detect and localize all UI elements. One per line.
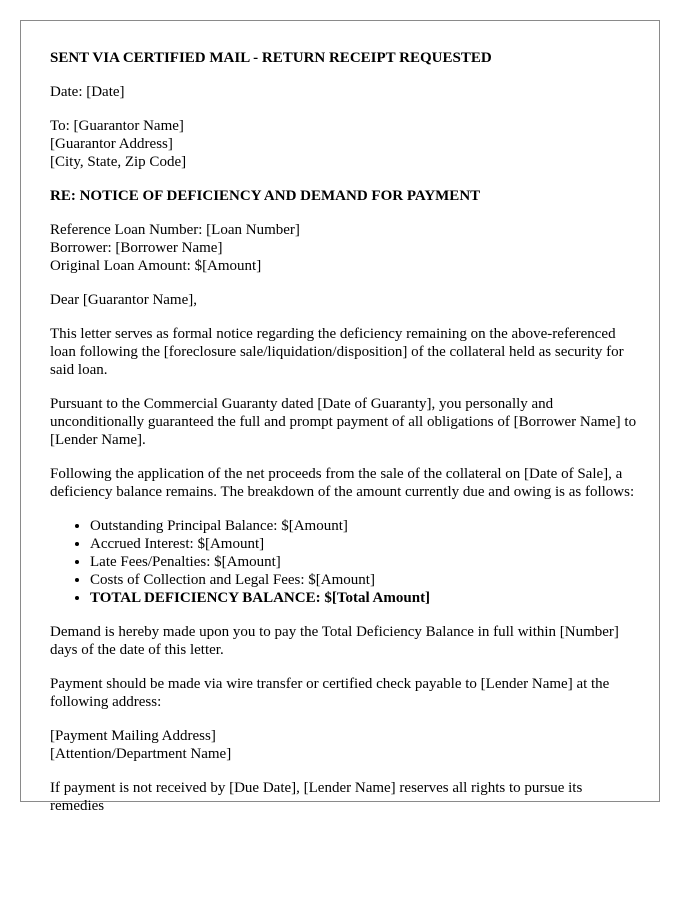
- recipient-name: To: [Guarantor Name]: [50, 118, 184, 134]
- breakdown-item-late-fees: • Late Fees/Penalties: $[Amount]: [90, 553, 640, 571]
- deficiency-breakdown-list: [50, 517, 640, 607]
- salutation: Dear [Guarantor Name],: [50, 292, 198, 308]
- recipient-block: [50, 117, 640, 171]
- original-loan-amount: Original Loan Amount: $[Amount]: [50, 258, 262, 274]
- letter-page: [20, 20, 660, 814]
- subject-line: RE: NOTICE OF DEFICIENCY AND DEMAND FOR PAYMENT: [50, 188, 481, 204]
- delivery-notice: SENT VIA CERTIFIED MAIL - RETURN RECEIPT REQUESTED: [50, 50, 492, 66]
- loan-info-block: [50, 221, 640, 275]
- paragraph-payment-method: Payment should be made via wire transfer or certified check payable to [Lender Name] at the following address:: [50, 676, 610, 710]
- paragraph-notice: This letter serves as formal notice regarding the deficiency remaining on the above-referenced loan following the [foreclosure sale/liquidation/disposition] of the collateral held as security for said loan.: [50, 326, 624, 378]
- paragraph-guaranty: Pursuant to the Commercial Guaranty dated [Date of Guaranty], you personally and unconditionally guaranteed the full and prompt payment of all obligations of [Borrower Name] to [Lender Name].: [50, 396, 637, 448]
- loan-number: Reference Loan Number: [Loan Number]: [50, 222, 300, 238]
- paragraph-remedies: If payment is not received by [Due Date], [Lender Name] reserves all rights to pursue its remedies: [50, 780, 583, 814]
- breakdown-item-collection-costs: • Costs of Collection and Legal Fees: $[Amount]: [90, 571, 640, 589]
- recipient-city-state-zip: [City, State, Zip Code]: [50, 154, 187, 170]
- paragraph-demand: Demand is hereby made upon you to pay the Total Deficiency Balance in full within [Number] days of the date of this letter.: [50, 624, 619, 658]
- payment-address-block: [50, 727, 640, 763]
- breakdown-item-interest: • Accrued Interest: $[Amount]: [90, 535, 640, 553]
- date-line: Date: [Date]: [50, 84, 125, 100]
- breakdown-item-total: • TOTAL DEFICIENCY BALANCE: $[Total Amount]: [90, 589, 640, 607]
- letter-body: [50, 49, 640, 831]
- breakdown-item-principal: • Outstanding Principal Balance: $[Amount]: [90, 517, 640, 535]
- payment-mailing-address: [Payment Mailing Address]: [50, 728, 216, 744]
- recipient-address: [Guarantor Address]: [50, 136, 173, 152]
- payment-attention-line: [Attention/Department Name]: [50, 746, 232, 762]
- paragraph-deficiency: Following the application of the net proceeds from the sale of the collateral on [Date of Sale], a deficiency balance remains. The breakdown of the amount currently due and owing is as follows:: [50, 466, 635, 500]
- borrower-name: Borrower: [Borrower Name]: [50, 240, 223, 256]
